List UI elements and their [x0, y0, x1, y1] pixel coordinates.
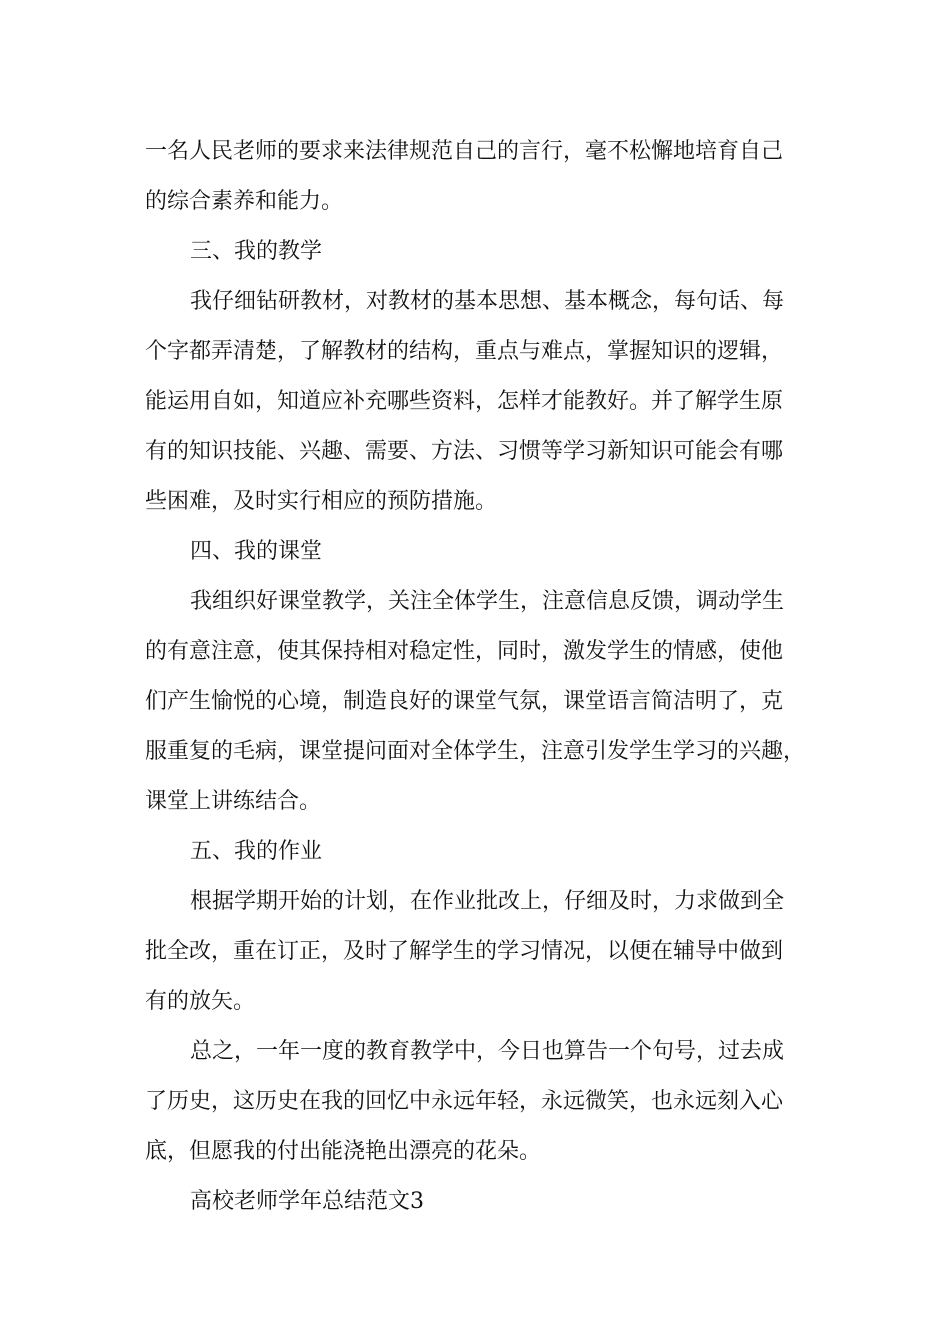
text-line: 根据学期开始的计划，在作业批改上，仔细及时，力求做到全 — [190, 889, 785, 914]
text-line: 我仔细钻研教材，对教材的基本思想、基本概念，每句话、每 — [190, 289, 785, 314]
text-line: 有的放矢。 — [145, 989, 256, 1014]
section-heading: 三、我的教学 — [190, 239, 323, 264]
text-line: 底，但愿我的付出能浇艳出漂亮的花朵。 — [145, 1139, 542, 1164]
text-line: 个字都弄清楚，了解教材的结构，重点与难点，掌握知识的逻辑， — [145, 339, 784, 364]
text-line: 们产生愉悦的心境，制造良好的课堂气氛，课堂语言简洁明了，克 — [145, 689, 784, 714]
section-title: 高校老师学年总结范文3 — [190, 1189, 424, 1214]
section-heading: 五、我的作业 — [190, 839, 323, 864]
text-line: 服重复的毛病，课堂提问面对全体学生，注意引发学生学习的兴趣， — [145, 739, 806, 764]
text-line: 总之，一年一度的教育教学中，今日也算告一个句号，过去成 — [190, 1039, 785, 1064]
text-line: 的综合素养和能力。 — [145, 189, 344, 214]
text-line: 课堂上讲练结合。 — [145, 789, 322, 814]
text-line: 些困难，及时实行相应的预防措施。 — [145, 489, 498, 514]
text-line: 批全改，重在订正，及时了解学生的学习情况，以便在辅导中做到 — [145, 939, 784, 964]
text-line: 一名人民老师的要求来法律规范自己的言行，毫不松懈地培育自己 — [145, 139, 784, 164]
section-heading: 四、我的课堂 — [190, 539, 323, 564]
text-line: 了历史，这历史在我的回忆中永远年轻，永远微笑，也永远刻入心 — [145, 1089, 784, 1114]
text-line: 我组织好课堂教学，关注全体学生，注意信息反馈，调动学生 — [190, 589, 785, 614]
text-line: 的有意注意，使其保持相对稳定性，同时，激发学生的情感，使他 — [145, 639, 784, 664]
text-line: 能运用自如，知道应补充哪些资料，怎样才能教好。并了解学生原 — [145, 389, 784, 414]
text-line: 有的知识技能、兴趣、需要、方法、习惯等学习新知识可能会有哪 — [145, 439, 784, 464]
